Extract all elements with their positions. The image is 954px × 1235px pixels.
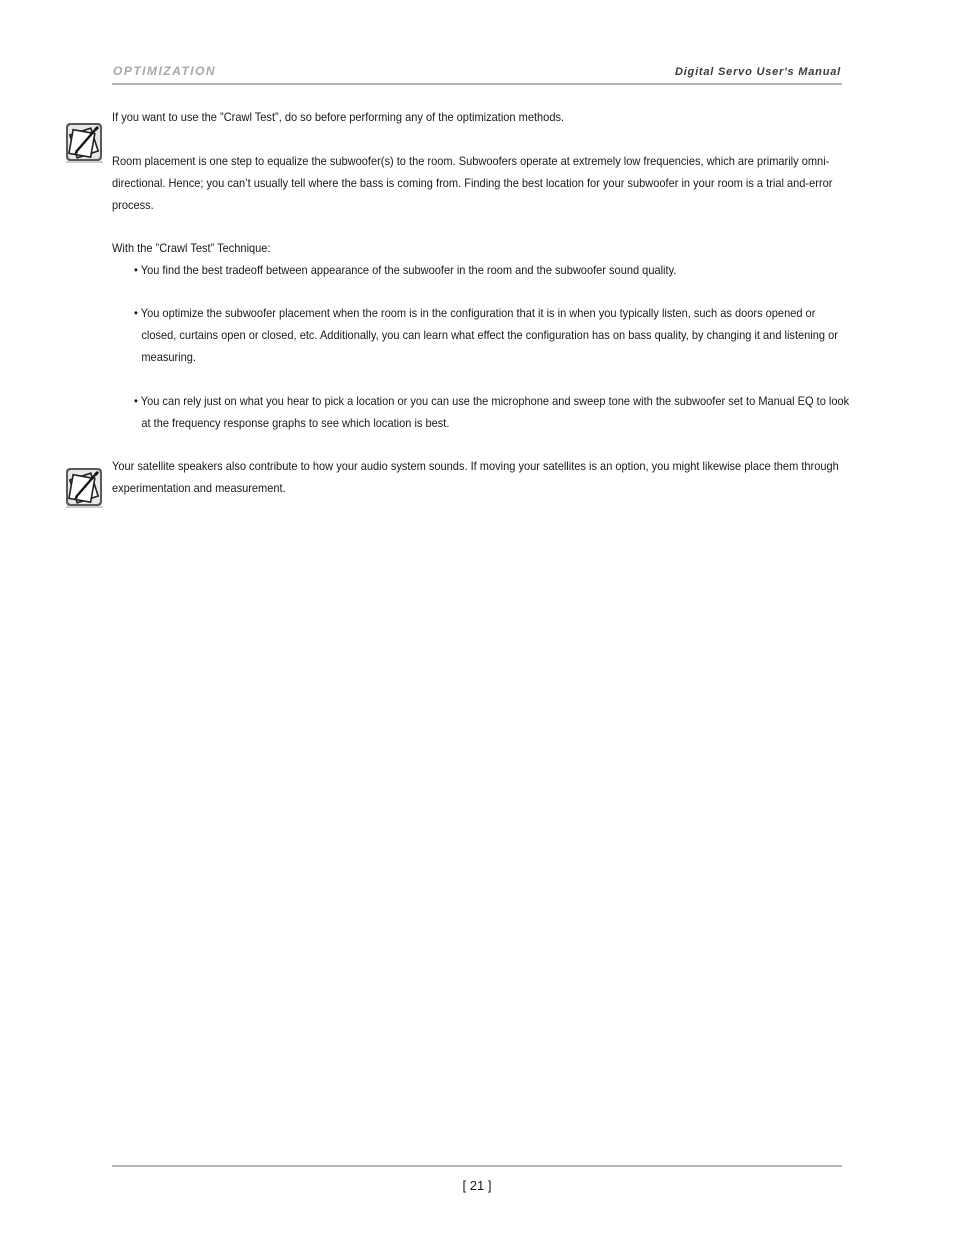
technique-heading: With the ”Crawl Test” Technique: — [112, 241, 271, 255]
note-crawl-test: If you want to use the ”Crawl Test”, do so before performing any of the optimization methods. — [112, 110, 565, 124]
manual-title: Digital Servo User's Manual — [674, 66, 841, 78]
list-item: • You optimize the subwoofer placement when the room is in the configuration that it is in when you typically listen, such as doors opened or closed, curtains open or closed, etc. Additionally, you can learn what effect the configuration has on bass quality, by changing it and listening or measuring. — [134, 306, 838, 364]
list-item: • You can rely just on what you hear to pick a location or you can use the microphone and sweep tone with the subwoofer set to Manual EQ to look at the frequency response graphs to see which location is best. — [134, 394, 850, 430]
page-number: [ 21 ] — [462, 1178, 492, 1193]
note-pencil-icon — [65, 122, 105, 164]
footer-divider — [112, 1165, 842, 1167]
header-divider — [112, 83, 842, 85]
list-item: • You find the best tradeoff between appearance of the subwoofer in the room and the subwoofer sound quality. — [134, 263, 677, 277]
intro-paragraph: Room placement is one step to equalize the subwoofer(s) to the room. Subwoofers operate at extremely low frequencies, which are primarily omni-directional. Hence; you can’t usually tell where the bass is coming from. Finding the best location for your subwoofer in your room is a trial and-error process. — [112, 154, 833, 212]
note-pencil-icon — [65, 467, 105, 509]
note-satellites: Your satellite speakers also contribute to how your audio system sounds. If moving your satellites is an option, you might likewise place them through experimentation and measurement. — [112, 459, 839, 495]
section-title: OPTIMIZATION — [113, 64, 217, 78]
